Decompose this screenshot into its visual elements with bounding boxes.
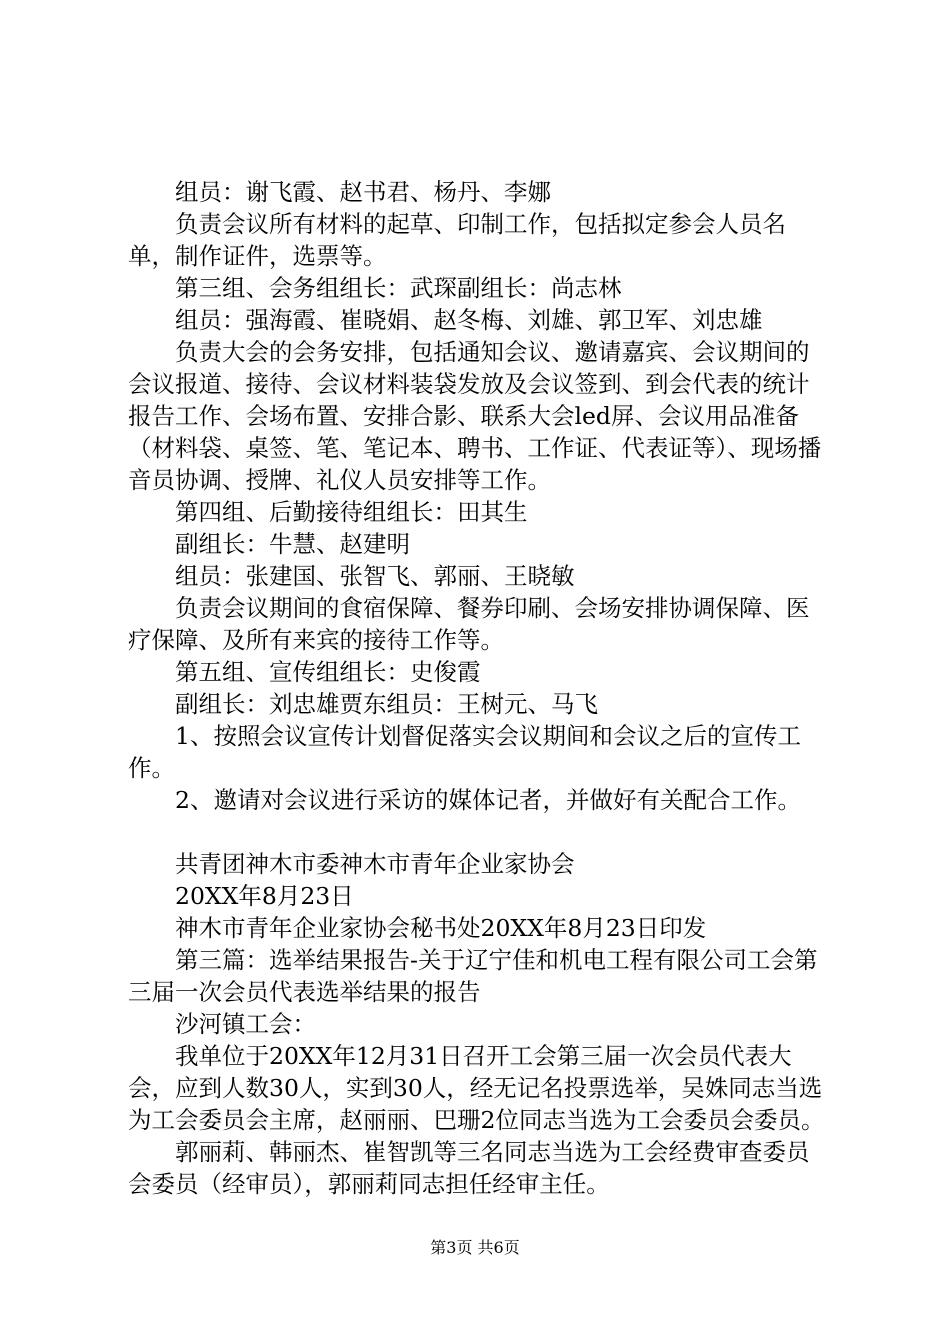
page-footer bbox=[0, 1238, 950, 1258]
signature-date: 20XX年8月23日 bbox=[175, 882, 354, 910]
paragraph: 负责会议期间的食宿保障、餐券印刷、会场安排协调保障、医疗保障、及所有来宾的接待工作等。 bbox=[128, 594, 810, 654]
document-body bbox=[128, 176, 828, 1200]
signature-organization: 共青团神木市委神木市青年企业家协会 bbox=[175, 850, 575, 878]
blank-line bbox=[128, 816, 828, 848]
paragraph: 负责大会的会务安排，包括通知会议、邀请嘉宾、会议期间的会议报道、接待、会议材料装袋发放及会议签到、到会代表的统计报告工作、会场布置、安排合影、联系大会led屏、会议用品准备（材料袋、桌签、笔、笔记本、聘书、工作证、代表证等）、现场播音员协调、授牌、礼仪人员安排等工作。 bbox=[128, 338, 822, 494]
paragraph: 第五组、宣传组组长：史俊霞 bbox=[175, 658, 481, 686]
issued-by-line: 神木市青年企业家协会秘书处20XX年8月23日印发 bbox=[175, 914, 707, 942]
paragraph: 第四组、后勤接待组组长：田其生 bbox=[175, 498, 528, 526]
paragraph: 我单位于20XX年12月31日召开工会第三届一次会员代表大会，应到人数30人，实到30人，经无记名投票选举，吴姝同志当选为工会委员会主席，赵丽丽、巴珊2位同志当选为工会委员会委员。 bbox=[128, 1042, 825, 1134]
paragraph: 副组长：牛慧、赵建明 bbox=[175, 530, 410, 558]
section-title: 第三篇：选举结果报告-关于辽宁佳和机电工程有限公司工会第三届一次会员代表选举结果的报告 bbox=[128, 946, 818, 1006]
paragraph: 第三组、会务组组长：武琛副组长：尚志林 bbox=[175, 274, 622, 302]
paragraph: 负责会议所有材料的起草、印制工作，包括拟定参会人员名单，制作证件，选票等。 bbox=[128, 210, 786, 270]
paragraph: 组员：强海霞、崔晓娟、赵冬梅、刘雄、郭卫军、刘忠雄 bbox=[175, 306, 763, 334]
paragraph: 组员：张建国、张智飞、郭丽、王晓敏 bbox=[175, 562, 575, 590]
paragraph: 2、邀请对会议进行采访的媒体记者，并做好有关配合工作。 bbox=[175, 786, 801, 814]
paragraph: 郭丽莉、韩丽杰、崔智凯等三名同志当选为工会经费审查委员会委员（经审员），郭丽莉同志担任经审主任。 bbox=[128, 1138, 810, 1198]
paragraph: 副组长：刘忠雄贾东组员：王树元、马飞 bbox=[175, 690, 598, 718]
paragraph: 1、按照会议宣传计划督促落实会议期间和会议之后的宣传工作。 bbox=[128, 722, 801, 782]
page-number: 第3页 共6页 bbox=[430, 1238, 520, 1257]
paragraph: 组员：谢飞霞、赵书君、杨丹、李娜 bbox=[175, 178, 551, 206]
addressee: 沙河镇工会： bbox=[175, 1010, 316, 1038]
